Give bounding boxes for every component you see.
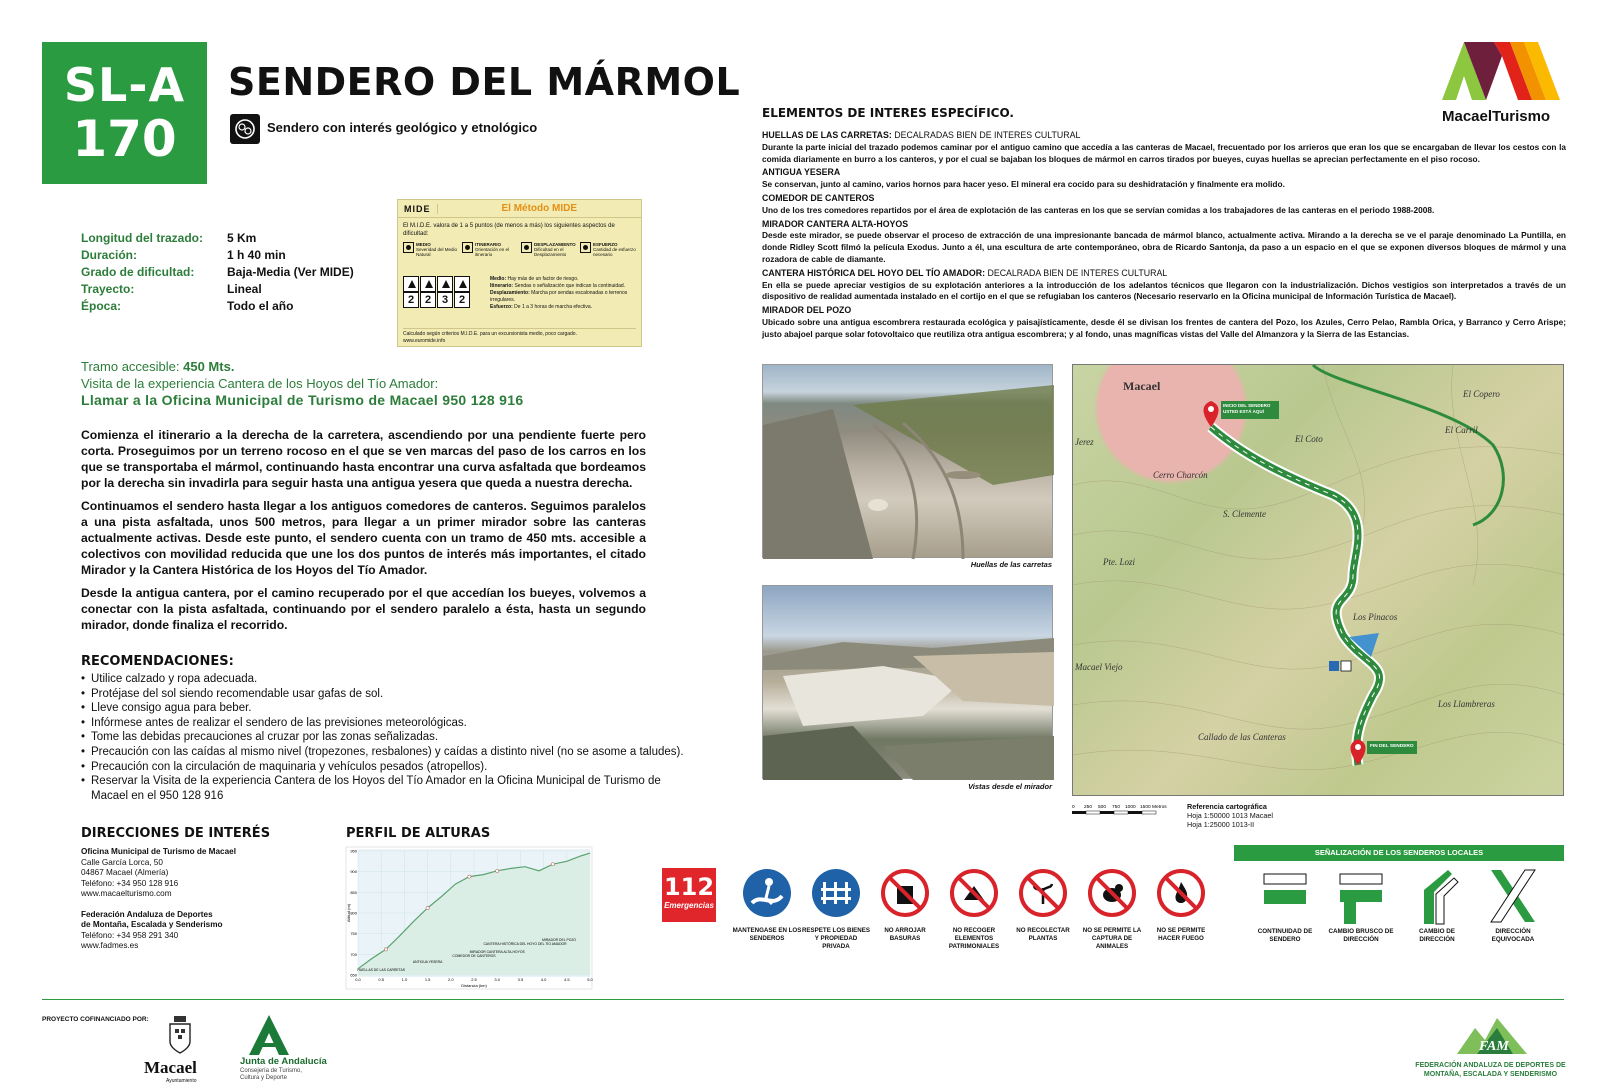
y-tick-label: 850: [350, 889, 357, 895]
chart-point: [384, 948, 387, 951]
x-tick-label: 1.0: [401, 977, 408, 982]
element-tag: DECALRADAS BIEN DE INTERES CULTURAL: [891, 130, 1081, 140]
fact-label: Grado de dificultad:: [81, 265, 195, 279]
map-place-label: Macael Viejo: [1075, 662, 1123, 672]
sign-label: CAMBIO BRUSCO DE DIRECCIÓN: [1328, 928, 1394, 943]
list-item: • Lleve consigo agua para beber.: [81, 701, 701, 716]
change-direction-sign-icon: [1414, 868, 1460, 924]
mide-categories: [398, 240, 641, 259]
map-place-label: Callado de las Canteras: [1198, 732, 1286, 742]
chart-point: [468, 875, 471, 878]
mide-category-name: ESFUERZO: [593, 242, 618, 247]
element-text: Se conservan, junto al camino, varios hornos para hacer yeso. El mineral era cocido para su deshidratación y finalmente era molido.: [762, 179, 1285, 190]
access-label: Tramo accesible:: [81, 359, 180, 374]
x-tick-label: 5.0: [587, 977, 593, 982]
mide-explain-key: Medio:: [490, 276, 507, 282]
org-website-link[interactable]: www.fadmes.es: [81, 941, 139, 950]
map-reference-sheet: Hoja 1:25000 1013-II: [1187, 820, 1255, 829]
mide-explain-key: Esfuerzo:: [490, 304, 513, 310]
element-text: Durante la parte inicial del trazado podemos caminar por el antiguo camino que accedía a las canteras de Macael, frecuentado por los arrieros que eran los que se encargaban de llevar los cestos con la comida diariamente en burro a los canteros, y por el cual se bajaban los bloques de mármol en carros tirados por bueyes, cuyas huellas se aprecian perfectamente en el piso rocoso.: [762, 141, 1566, 164]
fam-logo-text: [1413, 1061, 1568, 1079]
continuity-sign-icon: [1262, 868, 1308, 924]
pictogram-no-fire: [1146, 868, 1216, 943]
list-item: • Utilice calzado y ropa adecuada.: [81, 672, 701, 687]
access-visit: Visita de la experiencia Cantera de los Hoyos del Tío Amador:: [81, 376, 439, 391]
list-item: • Tome las debidas precauciones al cruzar por las zonas señalizadas.: [81, 730, 701, 745]
x-tick-label: 1.5: [424, 977, 431, 982]
junta-logo-sub: [240, 1068, 302, 1082]
element-title: CANTERA HISTÓRICA DEL HOYO DEL TÍO AMADOR:: [762, 267, 986, 278]
element-tag: DECALRADA BIEN DE INTERES CULTURAL: [985, 267, 1168, 278]
pictogram-label: NO RECOGER ELEMENTOS PATRIMONIALES: [948, 927, 1000, 950]
geology-icon: [230, 114, 260, 144]
mide-score-grid: [403, 276, 471, 308]
fam-logo-icon: [1457, 1014, 1527, 1063]
list-item: • Reservar la Visita de la experiencia Cantera de los Hoyos del Tío Amador en la Oficina Municipal de Turismo de Macael en el 950 128 916: [81, 774, 661, 803]
org-line: Calle García Lorca, 50: [81, 857, 163, 867]
scale-label: 750: [1112, 805, 1121, 810]
fam-line: FEDERACIÓN ANDALUZA DE DEPORTES DE: [1415, 1062, 1566, 1069]
y-tick-label: 900: [350, 869, 357, 875]
fact-row-difficulty: [81, 264, 354, 281]
fam-line: MONTAÑA, ESCALADA Y SENDERISMO: [1423, 1071, 1558, 1078]
mide-score-medio: 2: [403, 292, 419, 308]
emergency-112-icon: [662, 868, 716, 922]
photo-cart-tracks: [762, 364, 1053, 558]
cofinanced-label: PROYECTO COFINANCIADO POR:: [42, 1016, 149, 1023]
x-tick-label: 2.5: [471, 977, 477, 982]
access-length: 450 Mts.: [183, 359, 235, 374]
fact-row-duration: [81, 247, 354, 264]
chart-y-label: Altitud (m): [346, 903, 351, 923]
org-website-link[interactable]: www.macaelturismo.com: [81, 889, 172, 898]
x-tick-label: 3.5: [517, 977, 524, 982]
sign-label: CONTINUIDAD DE SENDERO: [1257, 928, 1313, 943]
mide-score-itinerario: 2: [420, 292, 436, 308]
fact-value: 1 h 40 min: [227, 248, 286, 262]
fact-row-season: [81, 298, 354, 315]
itinerario-icon: [420, 276, 436, 292]
scale-label: 0: [1072, 805, 1075, 810]
macaelturismo-logo-text: MacaelTurismo: [1442, 108, 1551, 125]
element-title: ANTIGUA YESERA: [762, 167, 841, 178]
element-text: Ubicado sobre una antigua escombrera restaurada ecológica y paisajísticamente, desde él se divisan los frentes de cantera del Pozo, los Azules, Cerro Pelao, Rambla Orica, y Barranco y Cerro Arispe; justo abajoel parque solar fotovoltaico que reutiliza otra antigua escombrera; y al fondo, unas magníficas vistas del Valle del Almanzora y la Sierra de las Estancias.: [762, 316, 1566, 339]
trail-map[interactable]: [1072, 364, 1564, 796]
scale-label: 1000: [1125, 805, 1136, 810]
macaelturismo-logo-icon: [1442, 40, 1562, 107]
x-tick-label: 0.5: [378, 977, 384, 982]
recommendations-list: [81, 672, 701, 803]
mide-intro: El M.I.D.E. valora de 1 a 5 puntos (de menos a más) los siguientes aspectos de dificultad:: [403, 223, 615, 237]
map-place-label: El Coto: [1295, 434, 1323, 444]
directions-block: [81, 847, 301, 952]
element-item: [762, 130, 1566, 165]
chart-point: [496, 869, 499, 872]
map-end-marker[interactable]: [1351, 739, 1418, 765]
mide-footer: [403, 328, 636, 345]
org-phone: Teléfono: +34 950 128 916: [81, 878, 179, 888]
map-reference-sheet: Hoja 1:50000 1013 Macael: [1187, 811, 1273, 820]
fact-value: 5 Km: [227, 231, 257, 245]
wrong-way-sign-icon: [1483, 868, 1543, 924]
scale-label: 250: [1084, 805, 1093, 810]
mide-title: El Método MIDE: [501, 203, 578, 214]
mide-category: [521, 242, 577, 257]
x-tick-label: 0.0: [355, 977, 361, 982]
element-title: MIRADOR DEL POZO: [762, 305, 852, 316]
page-title: SENDERO DEL MÁRMOL: [228, 60, 741, 104]
mide-footer-note: Calculado según criterios M.I.D.E. para un excursionista medio, poco cargado.: [403, 331, 577, 337]
route-paragraph: Desde la antigua cantera, por el camino recuperado por el que accedían los bueyes, volvemos a conectar con la pista asfaltada, continuando por el sendero paralelo a ésta, hasta un segundo mirador, donde finaliza el recorrido.: [81, 586, 646, 632]
mide-explain-value: Hay más de un factor de riesgo.: [507, 276, 579, 282]
map-start-label: INICIO DEL SENDERO USTED ESTÁ AQUÍ: [1223, 403, 1271, 414]
medio-icon: [403, 242, 414, 253]
org-name: Oficina Municipal de Turismo de Macael: [81, 847, 236, 856]
mide-category: [403, 242, 459, 257]
org-name: de Montaña, Escalada y Senderismo: [81, 920, 223, 929]
map-reference-title: Referencia cartográfica: [1187, 802, 1267, 811]
photo-quarry-view: [762, 585, 1053, 779]
chart-annotation: COMEDOR DE CANTEROS: [452, 954, 496, 958]
fact-label: Longitud del trazado:: [81, 231, 203, 245]
route-description: [81, 427, 646, 640]
desplazamiento-icon: [521, 242, 532, 253]
photo-caption: Huellas de las carretas: [970, 560, 1052, 569]
y-tick-label: 750: [350, 931, 357, 937]
mide-category-desc: Orientación en el itinerario: [475, 247, 510, 257]
mide-score-esfuerzo: 2: [454, 292, 470, 308]
directions-title: DIRECCIONES DE INTERÉS: [81, 826, 271, 841]
fact-value: Todo el año: [227, 299, 294, 313]
fact-row-length: [81, 230, 354, 247]
element-item: [762, 167, 1566, 191]
element-item: [762, 193, 1566, 217]
route-paragraph: Continuamos el sendero hasta llegar a los antiguos comedores de canteros. Seguimos paralelos a una pista asfaltada, unos 500 metros, para llegar a un primer mirador sobre las canteras actualmente activas. Desde este punto, el sendero cuenta con un tramo de 450 mts. accesible a colectivos con movilidad reducida que une los dos puntos de interés más importantes, el citado Mirador y la Cantera Histórica de los Hoyos del Tío Amador.: [81, 499, 646, 577]
junta-andalucia-logo-icon: [249, 1015, 289, 1060]
mide-explain-value: Sendas o señalización que indican la continuidad.: [514, 283, 626, 289]
x-tick-label: 3.0: [494, 977, 500, 982]
pictogram-label: NO SE PERMITE LA CAPTURA DE ANIMALES: [1082, 927, 1142, 950]
sign-continuity: [1250, 868, 1320, 944]
access-phone: Llamar a la Oficina Municipal de Turismo de Macael 950 128 916: [81, 392, 524, 408]
mide-category: [462, 242, 518, 257]
y-tick-label: 950: [350, 848, 357, 854]
footer-divider: [42, 999, 1564, 1000]
map-place-label: El Carril: [1445, 425, 1478, 435]
macael-coat-of-arms-icon: [168, 1016, 192, 1059]
trail-code-line1: SL-A: [63, 58, 186, 112]
x-tick-label: 4.0: [540, 977, 547, 982]
no-fire-icon: [1156, 868, 1206, 918]
scale-label: 500: [1098, 805, 1107, 810]
list-item: • Protéjase del sol siendo recomendable usar gafas de sol.: [81, 687, 701, 702]
itinerario-icon: [462, 242, 473, 253]
svg-text:FAM: FAM: [1479, 1039, 1509, 1054]
chart-annotation: ANTIGUA YESERA: [412, 960, 443, 964]
trail-code-line2: 170: [72, 110, 177, 168]
mide-category-desc: Cantidad de esfuerzo necesario: [593, 247, 636, 257]
y-tick-label: 650: [350, 972, 357, 978]
emergency-number: 112: [663, 873, 715, 901]
element-title: HUELLAS DE LAS CARRETAS:: [762, 130, 892, 140]
sign-wrong-way: [1478, 868, 1548, 944]
list-item: • Precaución con las caídas al mismo nivel (tropezones, resbalones) y caídas a distinto nivel (no se asome a taludes).: [81, 745, 701, 760]
element-item: [762, 219, 1566, 266]
sign-label: CAMBIO DE DIRECCIÓN: [1418, 928, 1456, 943]
fact-label: Duración:: [81, 248, 138, 262]
map-place-label: Los Llambreras: [1438, 699, 1495, 709]
map-place-label: S. Clemente: [1223, 509, 1266, 519]
junta-sub-line: Cultura y Deporte: [240, 1075, 288, 1081]
pictogram-label: NO SE PERMITE HACER FUEGO: [1156, 927, 1206, 942]
pictogram-no-plants: [1008, 868, 1078, 943]
no-collect-plants-icon: [1018, 868, 1068, 918]
sign-change-direction: [1402, 868, 1472, 944]
map-end-label: FIN DEL SENDERO: [1370, 744, 1414, 749]
map-reference: [1187, 802, 1273, 829]
route-paragraph: Comienza el itinerario a la derecha de la carretera, ascendiendo por una pendiente fuerte pero corta. Proseguimos por un terreno rocoso en el que se ven marcas del paso de los carros en los que se transportaba el mármol, continuando hasta encontrar una curva asfaltada que bordeamos por la derecha sin invadirla para seguir hasta una antigua yesera que queda a nuestra derecha.: [81, 428, 646, 490]
sign-sharp-turn: [1326, 868, 1396, 944]
mide-category-desc: Severidad del Medio Natural: [416, 247, 458, 257]
mide-category-name: MEDIO: [416, 242, 431, 247]
mide-category-name: ITINERARIO: [475, 242, 502, 247]
map-accessibility-icon: [1329, 661, 1351, 671]
recommendations-title: RECOMENDACIONES:: [81, 654, 234, 669]
element-item: [762, 268, 1566, 303]
scale-label: 1500 Metros: [1140, 805, 1167, 810]
elements-list: [762, 130, 1566, 343]
map-place-label: El Copero: [1463, 389, 1500, 399]
profile-title: PERFIL DE ALTURAS: [346, 826, 491, 841]
chart-point: [551, 863, 554, 866]
photo-caption: Vistas desde el mirador: [968, 782, 1052, 791]
elements-title: ELEMENTOS DE INTERES ESPECÍFICO.: [762, 106, 1014, 120]
map-town-label: Macael: [1123, 379, 1161, 393]
emergency-label: Emergencias: [664, 901, 714, 910]
mide-panel: [397, 199, 642, 347]
mide-explain-value: De 1 a 3 horas de marcha efectiva.: [514, 304, 592, 310]
fence-icon: [811, 868, 861, 918]
accessibility-info: [81, 358, 523, 409]
chart-annotation: MIRADOR DEL POZO: [542, 938, 577, 942]
no-collect-heritage-icon: [949, 868, 999, 918]
mide-explain-key: Itinerario:: [490, 283, 514, 289]
chart-x-label: Distancia (km): [461, 983, 487, 988]
mide-header: [398, 200, 641, 218]
pictogram-label: RESPETE LOS BIENES Y PROPIEDAD PRIVADA: [801, 927, 871, 950]
sharp-turn-sign-icon: [1338, 868, 1384, 924]
pictogram-no-hunting: [1077, 868, 1147, 951]
fact-value: Lineal: [227, 282, 262, 296]
element-text: Desde este mirador, se puede observar el proceso de extracción de una impresionante bancada de mármol blanco, actualmente activa. Mirando a la derecha se ve el paraje denominado La Puntilla, en donde Ridley Scott filmó la película Exodus. Junto a él, una escultura de arte contemporáneo, obra de Ricardo Santonja, da paso a un espacio en el que se exponen diversos bloques de mármol y una rozadora de cable de diamante.: [762, 230, 1566, 264]
pictogram-label: MANTENGASE EN LOS SENDEROS: [732, 927, 802, 942]
org-line: 04867 Macael (Almería): [81, 868, 169, 877]
no-litter-icon: [880, 868, 930, 918]
mide-category-desc: Dificultad en el Desplazamiento: [534, 247, 567, 257]
mide-explain-key: Desplazamiento:: [490, 290, 530, 296]
element-text: Uno de los tres comedores repartidos por el área de explotación de las canteras en los que se servían comidas a los trabajadores de las canteras en el periodo 1988-2008.: [762, 204, 1435, 215]
mide-category: [580, 242, 636, 257]
map-place-label: Jerez: [1075, 437, 1094, 447]
pictogram-stay-on-trail: [732, 868, 802, 943]
macael-logo-text: Macael: [144, 1058, 197, 1077]
mide-score-desplazamiento: 3: [437, 292, 453, 308]
pictogram-label: NO ARROJAR BASURAS: [884, 927, 926, 942]
macael-logo-sub: Ayuntamiento: [166, 1078, 197, 1084]
junta-sub-line: Consejería de Turismo,: [240, 1068, 303, 1074]
map-place-label: Los Pinacos: [1353, 612, 1398, 622]
mide-explain-value: Marcha por sendas escalonadas o terrenos irregulares.: [490, 290, 628, 303]
mide-logo: MIDE: [398, 204, 438, 214]
map-route: [1211, 427, 1380, 765]
mide-explanations: [490, 276, 638, 311]
org-name: Federación Andaluza de Deportes: [81, 909, 213, 919]
chart-point: [426, 906, 429, 909]
pictogram-label: NO RECOLECTAR PLANTAS: [1016, 927, 1070, 942]
map-place-label: Cerro Charcón: [1153, 470, 1208, 480]
trail-subtitle: Sendero con interés geológico y etnológico: [267, 120, 538, 135]
x-tick-label: 4.5: [564, 977, 570, 982]
hiker-on-trail-icon: [742, 868, 792, 918]
chart-annotation: CANTERA HISTÓRICA DEL HOYO DEL TÍO AMADOR: [483, 942, 567, 946]
trail-code-badge: [42, 42, 207, 184]
chart-annotation: MIRADOR CANTERA ALTA-HOYOS: [469, 950, 525, 954]
trail-facts: [81, 230, 354, 315]
list-item: • Precaución con la circulación de maquinaria y vehículos pesados (atropellos).: [81, 760, 701, 775]
junta-logo-text: Junta de Andalucía: [240, 1056, 327, 1067]
y-tick-label: 800: [350, 910, 357, 916]
element-item: [762, 305, 1566, 340]
mide-footer-link[interactable]: www.euromide.info: [403, 338, 446, 344]
desplazamiento-icon: [437, 276, 453, 292]
map-scale-bar: [1072, 802, 1177, 829]
fact-value: Baja-Media (Ver MIDE): [227, 265, 354, 279]
fact-label: Época:: [81, 299, 122, 313]
signage-title: SEÑALIZACIÓN DE LOS SENDEROS LOCALES: [1234, 845, 1564, 861]
chart-annotation: HUELLAS DE LAS CARRETAS: [357, 968, 406, 972]
fact-label: Trayecto:: [81, 282, 135, 296]
fact-row-route: [81, 281, 354, 298]
x-tick-label: 2.0: [448, 977, 454, 982]
no-capture-animals-icon: [1087, 868, 1137, 918]
element-text: En ella se puede apreciar vestigios de su explotación anteriores a la introducción de los adelantos técnicos que llegaron con la industrialización. Dichos vestigios son interpretados a través de un dispositivo de realidad aumentada instalado en el cortijo en el que se refugiaban los canteros (Necesario reservarlo en la Oficina municipal de Información Turística de Macael).: [762, 279, 1566, 302]
org-phone: Teléfono: +34 958 291 340: [81, 930, 179, 940]
esfuerzo-icon: [580, 242, 591, 253]
esfuerzo-icon: [454, 276, 470, 292]
list-item: • Infórmese antes de realizar el sendero de las previsiones meteorológicas.: [81, 716, 701, 731]
pictogram-no-heritage: [939, 868, 1009, 951]
element-title: COMEDOR DE CANTEROS: [762, 192, 875, 203]
element-title: MIRADOR CANTERA ALTA-HOYOS: [762, 218, 909, 229]
elevation-profile-chart: [346, 847, 592, 989]
map-place-label: Pte. Lozi: [1103, 557, 1136, 567]
medio-icon: [403, 276, 419, 292]
y-tick-label: 700: [350, 951, 357, 957]
pictogram-respect-property: [801, 868, 871, 951]
mide-category-name: DESPLAZAMIENTO: [534, 242, 576, 247]
sign-label: DIRECCIÓN EQUIVOCADA: [1491, 928, 1535, 943]
pictogram-no-litter: [870, 868, 940, 943]
